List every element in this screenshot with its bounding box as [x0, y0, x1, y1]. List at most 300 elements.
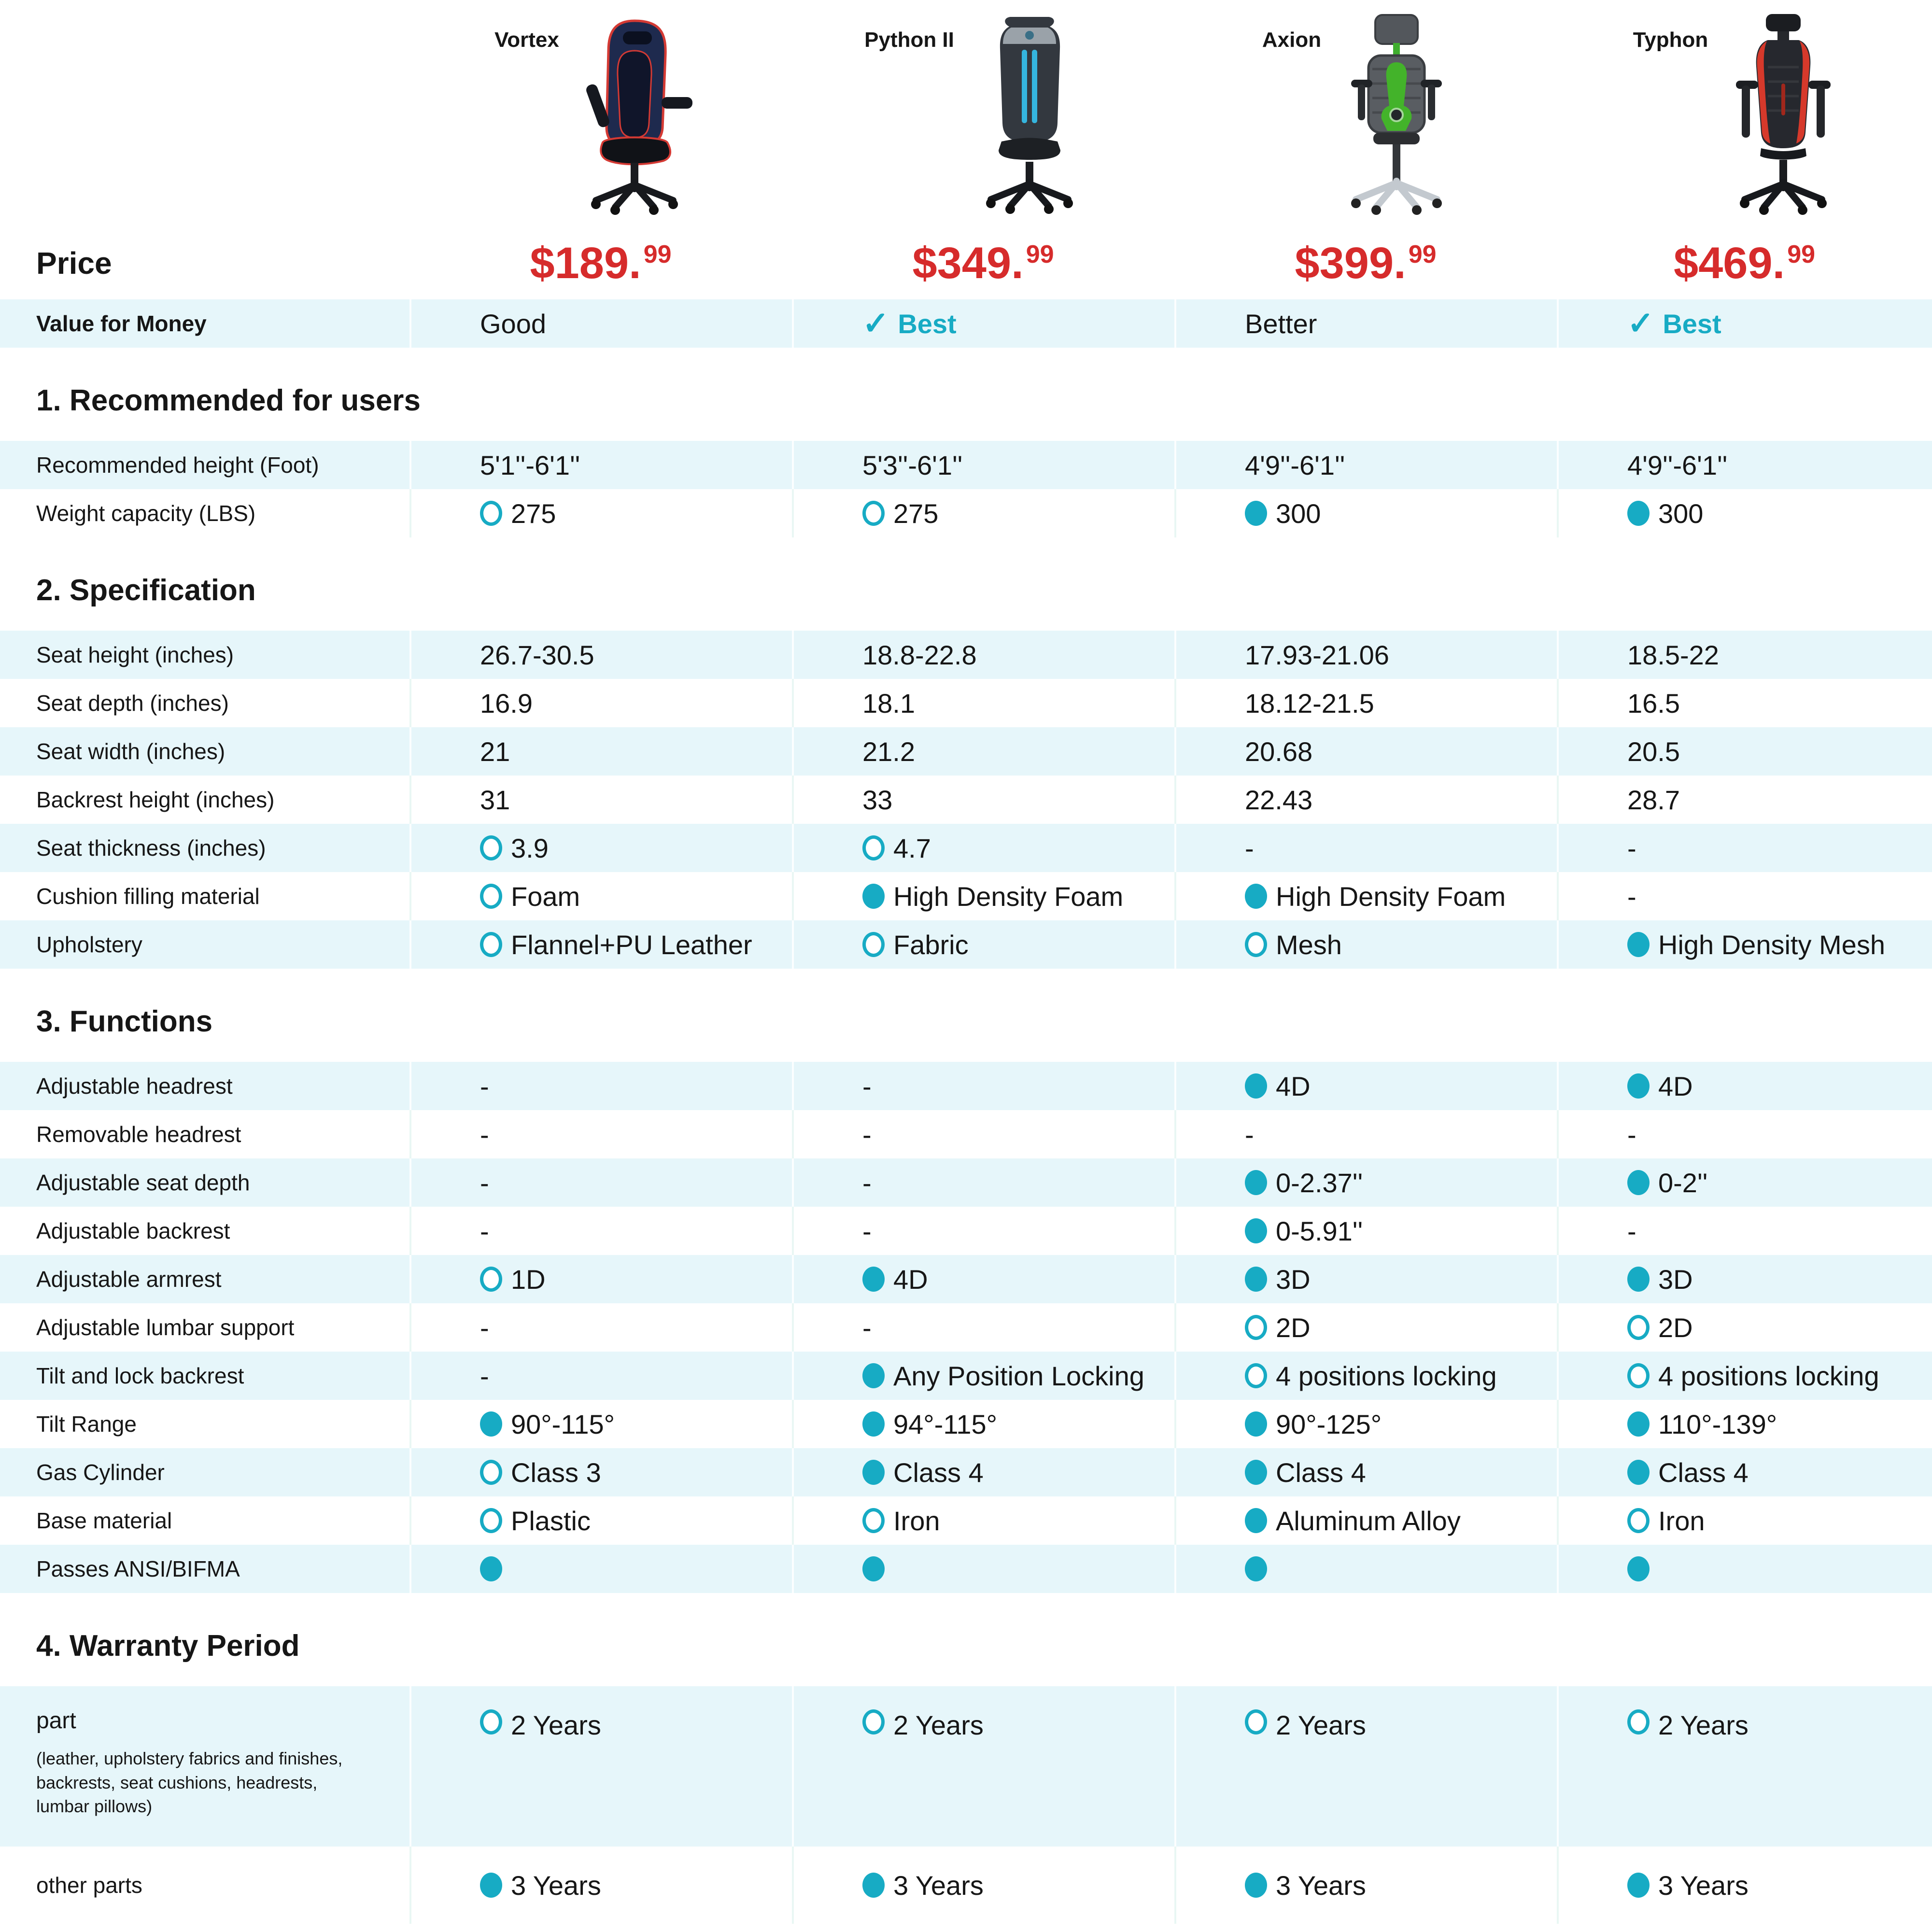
indicator-dot-icon: [1627, 1363, 1650, 1388]
cell-text: -: [1245, 1119, 1254, 1150]
cell-text: 2 Years: [511, 1710, 601, 1740]
indicator-dot-icon: [1245, 884, 1267, 909]
cell-text: Good: [480, 308, 546, 339]
table-row: [0, 1352, 1932, 1400]
cell: [792, 1400, 1174, 1448]
cell-text: 4'9''-6'1'': [1627, 450, 1728, 480]
indicator-dot-icon: [1627, 1556, 1650, 1581]
table-row: [0, 489, 1932, 537]
cell: [409, 1062, 792, 1110]
cell-text: Class 4: [1276, 1457, 1366, 1488]
cell: [1557, 1110, 1932, 1158]
price-value: $469.: [1673, 238, 1785, 288]
price-cents: 99: [1026, 240, 1054, 268]
check-icon: [862, 307, 889, 340]
row-label: Adjustable seat depth: [36, 1170, 250, 1195]
cell-text: Class 3: [511, 1457, 601, 1488]
table-row: [0, 1207, 1932, 1255]
cell-text: -: [480, 1312, 489, 1343]
indicator-dot-icon: [1627, 1709, 1650, 1735]
cell-text: Class 4: [893, 1457, 984, 1488]
price-cents: 99: [1787, 240, 1816, 268]
cell-text: Fabric: [893, 929, 969, 960]
cell: [792, 1303, 1174, 1352]
cell: [792, 1110, 1174, 1158]
row-label: other parts: [36, 1873, 142, 1898]
row-label: Cushion filling material: [36, 884, 260, 909]
table-row: [0, 1400, 1932, 1448]
table-row: [0, 1545, 1932, 1593]
row-label: Removable headrest: [36, 1122, 241, 1147]
value-cell-vortex: [409, 299, 792, 348]
indicator-dot-icon: [480, 1460, 502, 1485]
cell: [409, 1352, 792, 1400]
cell-text: 3 Years: [1276, 1870, 1366, 1901]
table-row: [0, 679, 1932, 727]
cell-text: 4D: [893, 1264, 928, 1295]
cell: [1557, 1352, 1932, 1400]
cell-text: 16.9: [480, 688, 533, 719]
cell-text: 3D: [1658, 1264, 1693, 1295]
cell: [1557, 1062, 1932, 1110]
cell: [1557, 1255, 1932, 1303]
cell-text: 300: [1658, 498, 1704, 529]
price-row: [0, 227, 1932, 299]
cell: [1557, 441, 1932, 489]
row-label: Adjustable backrest: [36, 1218, 230, 1243]
indicator-dot-icon: [1627, 501, 1650, 526]
cell-text: Flannel+PU Leather: [511, 929, 752, 960]
price-value: $189.: [530, 238, 641, 288]
cell: [1557, 1686, 1932, 1847]
product-header-python-ii: [792, 9, 1174, 227]
cell-text: 300: [1276, 498, 1321, 529]
cell-text: 4 positions locking: [1658, 1360, 1879, 1391]
cell-text: 21.2: [862, 736, 915, 767]
indicator-dot-icon: [1245, 1709, 1267, 1735]
cell: [409, 776, 792, 824]
row-label: Seat thickness (inches): [36, 835, 266, 860]
cell-text: 18.5-22: [1627, 639, 1719, 670]
cell: [1557, 679, 1932, 727]
cell: [792, 1496, 1174, 1545]
cell: [409, 441, 792, 489]
indicator-dot-icon: [1245, 1363, 1267, 1388]
table-row: [0, 727, 1932, 776]
cell-text: Mesh: [1276, 929, 1342, 960]
cell-text: 2D: [1276, 1312, 1311, 1343]
row-label: Backrest height (inches): [36, 787, 275, 812]
cell: [792, 1158, 1174, 1207]
cell-text: 18.12-21.5: [1245, 688, 1374, 719]
cell: [409, 1110, 792, 1158]
cell: [792, 1448, 1174, 1496]
cell: [792, 489, 1174, 537]
cell: [1557, 1847, 1932, 1924]
cell: [792, 1062, 1174, 1110]
indicator-dot-icon: [480, 1873, 502, 1898]
cell: [409, 727, 792, 776]
price-typhon: [1557, 238, 1932, 289]
cell-text: 90°-115°: [511, 1409, 615, 1439]
cell: [409, 1158, 792, 1207]
cell-text: -: [862, 1071, 872, 1101]
cell: [1174, 1352, 1557, 1400]
cell: [1174, 1545, 1557, 1593]
cell: [409, 1255, 792, 1303]
cell-text: -: [1627, 1119, 1636, 1150]
cell: [792, 1686, 1174, 1847]
cell-text: Class 4: [1658, 1457, 1749, 1488]
row-label: Adjustable lumbar support: [36, 1315, 295, 1340]
table-row: [0, 631, 1932, 679]
indicator-dot-icon: [862, 1363, 885, 1388]
cell: [1174, 1847, 1557, 1924]
cell-text: Best: [898, 308, 957, 339]
indicator-dot-icon: [1627, 1170, 1650, 1195]
cell: [792, 776, 1174, 824]
cell-text: 2 Years: [893, 1710, 984, 1740]
cell-text: 3 Years: [1658, 1870, 1749, 1901]
cell-text: 0-5.91'': [1276, 1215, 1363, 1246]
cell: [409, 824, 792, 872]
cell-text: Aluminum Alloy: [1276, 1505, 1461, 1536]
table-row: [0, 1448, 1932, 1496]
cell-text: 5'1''-6'1'': [480, 450, 580, 480]
cell-text: Better: [1245, 308, 1317, 339]
cell-text: 26.7-30.5: [480, 639, 594, 670]
chair-image-vortex[interactable]: [562, 9, 707, 216]
cell-text: 18.8-22.8: [862, 639, 977, 670]
cell-text: 4D: [1658, 1071, 1693, 1101]
cell: [1174, 679, 1557, 727]
cell-text: 275: [893, 498, 939, 529]
cell: [792, 679, 1174, 727]
cell-text: 31: [480, 784, 510, 815]
indicator-dot-icon: [1627, 932, 1650, 957]
indicator-dot-icon: [480, 835, 502, 860]
cell: [1557, 727, 1932, 776]
cell: [1174, 1207, 1557, 1255]
check-icon: [1627, 307, 1654, 340]
cell: [1557, 824, 1932, 872]
cell: [792, 1847, 1174, 1924]
row-label: Upholstery: [36, 932, 142, 957]
cell-text: High Density Foam: [893, 881, 1124, 912]
cell-text: 275: [511, 498, 556, 529]
cell-text: 20.5: [1627, 736, 1680, 767]
value-for-money-row: [0, 299, 1932, 348]
cell-text: -: [862, 1215, 872, 1246]
cell-text: Best: [1663, 308, 1721, 339]
cell: [409, 1400, 792, 1448]
cell-text: High Density Mesh: [1658, 929, 1885, 960]
indicator-dot-icon: [862, 1873, 885, 1898]
cell-text: 2D: [1658, 1312, 1693, 1343]
header-spacer: [0, 9, 409, 227]
indicator-dot-icon: [862, 932, 885, 957]
cell: [409, 1847, 792, 1924]
indicator-dot-icon: [862, 1411, 885, 1437]
cell: [409, 631, 792, 679]
table-row-warranty-other: [0, 1847, 1932, 1924]
cell-text: -: [480, 1360, 489, 1391]
cell: [792, 920, 1174, 969]
cell: [1557, 1400, 1932, 1448]
table-row: [0, 776, 1932, 824]
chair-image-axion[interactable]: [1324, 9, 1469, 216]
cell-text: Any Position Locking: [893, 1360, 1144, 1391]
cell: [1174, 872, 1557, 920]
cell: [1557, 920, 1932, 969]
cell-text: 4D: [1276, 1071, 1311, 1101]
row-label: Gas Cylinder: [36, 1460, 165, 1485]
cell: [409, 679, 792, 727]
row-label: Adjustable headrest: [36, 1073, 233, 1099]
cell: [1174, 1496, 1557, 1545]
cell-text: 28.7: [1627, 784, 1680, 815]
section-title-specification: 2. Specification: [36, 574, 256, 607]
chair-image-typhon[interactable]: [1711, 9, 1856, 216]
indicator-dot-icon: [1627, 1508, 1650, 1533]
cell-text: 20.68: [1245, 736, 1313, 767]
section-title-functions: 3. Functions: [36, 1005, 213, 1038]
cell-text: 94°-115°: [893, 1409, 998, 1439]
cell-text: 4.7: [893, 832, 931, 863]
row-label: Value for Money: [36, 311, 207, 336]
cell-text: Foam: [511, 881, 580, 912]
cell: [792, 872, 1174, 920]
indicator-dot-icon: [1627, 1411, 1650, 1437]
cell: [1174, 1062, 1557, 1110]
table-row: [0, 1062, 1932, 1110]
cell: [1174, 727, 1557, 776]
indicator-dot-icon: [480, 1508, 502, 1533]
product-name[interactable]: Vortex: [494, 28, 559, 52]
row-label-sub: (leather, upholstery fabrics and finishes, backrests, seat cushions, headrests, lumbar pillows): [36, 1749, 343, 1817]
cell-text: 3D: [1276, 1264, 1311, 1295]
cell: [409, 489, 792, 537]
cell-text: 2 Years: [1276, 1710, 1366, 1740]
row-label: Recommended height (Foot): [36, 452, 319, 478]
indicator-dot-icon: [480, 884, 502, 909]
cell-text: 3 Years: [511, 1870, 601, 1901]
indicator-dot-icon: [480, 501, 502, 526]
indicator-dot-icon: [480, 1267, 502, 1292]
cell: [792, 824, 1174, 872]
indicator-dot-icon: [862, 1556, 885, 1581]
row-label: Seat height (inches): [36, 642, 234, 667]
cell: [1557, 1448, 1932, 1496]
cell-text: 110°-139°: [1658, 1409, 1777, 1439]
cell-text: -: [1627, 832, 1636, 863]
cell-text: -: [1627, 881, 1636, 912]
price-vortex: [409, 238, 792, 289]
cell-text: -: [480, 1215, 489, 1246]
cell: [792, 1545, 1174, 1593]
indicator-dot-icon: [480, 1709, 502, 1735]
cell: [1174, 1686, 1557, 1847]
cell-text: -: [862, 1119, 872, 1150]
cell: [409, 920, 792, 969]
cell: [409, 1686, 792, 1847]
price-value: $399.: [1295, 238, 1406, 288]
indicator-dot-icon: [1245, 1315, 1267, 1340]
chair-image-python-ii[interactable]: [957, 9, 1102, 216]
product-name[interactable]: Python II: [864, 28, 954, 52]
cell: [1174, 776, 1557, 824]
cell-text: -: [480, 1167, 489, 1198]
indicator-dot-icon: [1245, 1218, 1267, 1243]
cell: [1557, 1545, 1932, 1593]
row-label: Seat width (inches): [36, 739, 226, 764]
row-label: Seat depth (inches): [36, 691, 229, 716]
row-label: Tilt and lock backrest: [36, 1363, 244, 1388]
cell: [409, 1545, 792, 1593]
indicator-dot-icon: [862, 1460, 885, 1485]
cell-text: -: [480, 1071, 489, 1101]
cell-text: -: [480, 1119, 489, 1150]
table-row: [0, 1110, 1932, 1158]
indicator-dot-icon: [862, 884, 885, 909]
cell-text: 18.1: [862, 688, 915, 719]
cell-text: 21: [480, 736, 510, 767]
cell-text: 2 Years: [1658, 1710, 1749, 1740]
indicator-dot-icon: [1245, 1170, 1267, 1195]
row-label: Tilt Range: [36, 1411, 137, 1437]
cell: [1557, 1207, 1932, 1255]
cell: [1174, 920, 1557, 969]
cell-text: 4'9''-6'1'': [1245, 450, 1345, 480]
product-name[interactable]: Typhon: [1633, 28, 1708, 52]
indicator-dot-icon: [1627, 1873, 1650, 1898]
cell: [1174, 631, 1557, 679]
cell: [792, 631, 1174, 679]
cell: [1557, 776, 1932, 824]
cell-text: -: [1245, 832, 1254, 863]
product-header-axion: [1174, 9, 1557, 227]
cell: [792, 441, 1174, 489]
cell: [1174, 1255, 1557, 1303]
indicator-dot-icon: [862, 1508, 885, 1533]
price-value: $349.: [912, 238, 1024, 288]
table-row: [0, 1303, 1932, 1352]
row-label: [0, 1686, 409, 1847]
cell-text: Iron: [1658, 1505, 1705, 1536]
indicator-dot-icon: [1627, 1460, 1650, 1485]
cell-text: Iron: [893, 1505, 940, 1536]
row-label: Base material: [36, 1508, 172, 1533]
product-header-vortex: [409, 9, 792, 227]
indicator-dot-icon: [862, 501, 885, 526]
cell-text: High Density Foam: [1276, 881, 1506, 912]
cell: [792, 1255, 1174, 1303]
price-cents: 99: [643, 240, 672, 268]
cell: [1174, 1400, 1557, 1448]
indicator-dot-icon: [1627, 1267, 1650, 1292]
indicator-dot-icon: [1245, 1073, 1267, 1099]
cell-text: 33: [862, 784, 893, 815]
cell: [1557, 1496, 1932, 1545]
indicator-dot-icon: [862, 835, 885, 860]
cell: [1557, 1303, 1932, 1352]
value-cell-python-ii: [792, 299, 1174, 348]
row-label: Weight capacity (LBS): [36, 501, 256, 526]
cell: [1557, 1158, 1932, 1207]
price-label: Price: [36, 246, 112, 281]
cell: [1174, 1303, 1557, 1352]
cell-text: 90°-125°: [1276, 1409, 1382, 1439]
cell: [1557, 489, 1932, 537]
cell-text: 4 positions locking: [1276, 1360, 1497, 1391]
table-row: [0, 441, 1932, 489]
cell: [792, 1207, 1174, 1255]
cell: [409, 872, 792, 920]
product-header-typhon: [1557, 9, 1932, 227]
cell: [792, 1352, 1174, 1400]
cell: [409, 1448, 792, 1496]
cell-text: 3 Years: [893, 1870, 984, 1901]
indicator-dot-icon: [862, 1709, 885, 1735]
cell-text: 22.43: [1245, 784, 1313, 815]
section-title-recommended: 1. Recommended for users: [36, 384, 421, 417]
cell-text: Plastic: [511, 1505, 591, 1536]
indicator-dot-icon: [1245, 1873, 1267, 1898]
indicator-dot-icon: [480, 932, 502, 957]
cell: [1174, 489, 1557, 537]
indicator-dot-icon: [862, 1267, 885, 1292]
cell: [1557, 631, 1932, 679]
cell: [1557, 872, 1932, 920]
cell-text: 16.5: [1627, 688, 1680, 719]
indicator-dot-icon: [1245, 1508, 1267, 1533]
cell: [1174, 824, 1557, 872]
indicator-dot-icon: [1627, 1315, 1650, 1340]
table-row: [0, 1158, 1932, 1207]
price-axion: [1174, 238, 1557, 289]
table-row: [0, 824, 1932, 872]
indicator-dot-icon: [1245, 1556, 1267, 1581]
row-label-main: part: [36, 1708, 76, 1734]
cell: [409, 1303, 792, 1352]
cell-text: -: [862, 1312, 872, 1343]
price-python-ii: [792, 238, 1174, 289]
cell: [409, 1207, 792, 1255]
table-row: [0, 920, 1932, 969]
indicator-dot-icon: [1245, 1460, 1267, 1485]
cell: [1174, 1158, 1557, 1207]
cell: [1174, 1110, 1557, 1158]
products-header: [0, 0, 1932, 227]
table-row: [0, 872, 1932, 920]
indicator-dot-icon: [1245, 1267, 1267, 1292]
cell: [409, 1496, 792, 1545]
indicator-dot-icon: [1245, 932, 1267, 957]
indicator-dot-icon: [1245, 501, 1267, 526]
table-row-warranty-part: [0, 1686, 1932, 1847]
indicator-dot-icon: [1245, 1411, 1267, 1437]
cell-text: 17.93-21.06: [1245, 639, 1389, 670]
product-name[interactable]: Axion: [1262, 28, 1322, 52]
indicator-dot-icon: [480, 1556, 502, 1581]
cell-text: 3.9: [511, 832, 549, 863]
cell-text: 0-2'': [1658, 1167, 1708, 1198]
row-label: Adjustable armrest: [36, 1267, 222, 1292]
section-title-warranty: 4. Warranty Period: [36, 1629, 300, 1663]
indicator-dot-icon: [480, 1411, 502, 1437]
table-row: [0, 1255, 1932, 1303]
indicator-dot-icon: [1627, 1073, 1650, 1099]
